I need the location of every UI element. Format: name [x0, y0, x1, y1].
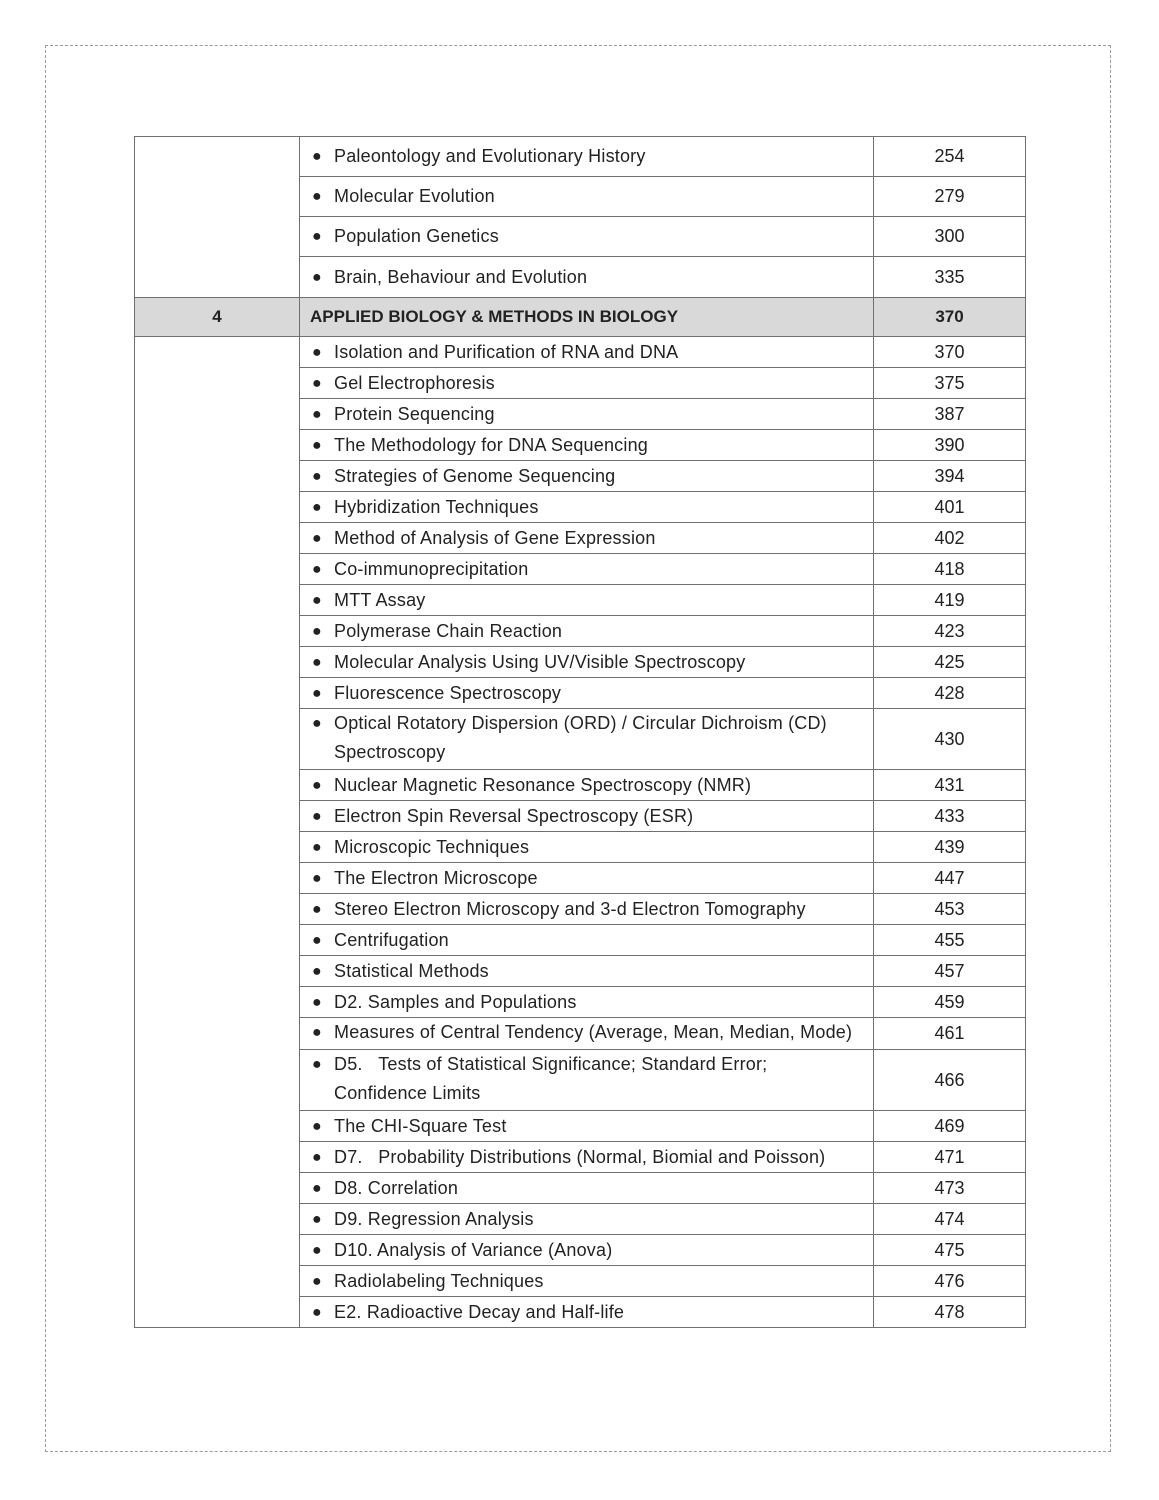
topic-title: Protein Sequencing [334, 403, 495, 424]
page-number: 476 [934, 1270, 965, 1291]
page-number-cell [874, 1266, 1026, 1297]
bullet-icon: ● [312, 1272, 322, 1290]
topic-cell [300, 616, 874, 647]
page-number-cell [874, 678, 1026, 709]
page-number-cell [874, 523, 1026, 554]
topic-title: Centrifugation [334, 929, 449, 950]
topic-cell [300, 987, 874, 1018]
topic-title: D10. Analysis of Variance (Anova) [334, 1239, 613, 1260]
bullet-icon: ● [312, 343, 322, 361]
page-number-cell [874, 554, 1026, 585]
bullet-icon: ● [312, 560, 322, 578]
page-number-cell [874, 801, 1026, 832]
page-number-cell [874, 925, 1026, 956]
topic-title: Optical Rotatory Dispersion (ORD) / Circular Dichroism (CD) Spectroscopy [334, 713, 827, 762]
page-number-cell [874, 337, 1026, 368]
topic-cell [300, 832, 874, 863]
page-number: 425 [934, 651, 965, 672]
topic-cell [300, 585, 874, 616]
bullet-icon: ● [312, 715, 322, 732]
topic-cell [300, 1142, 874, 1173]
section-title: APPLIED BIOLOGY & METHODS IN BIOLOGY [310, 307, 679, 326]
bullet-icon: ● [312, 1117, 322, 1135]
table-row [135, 337, 1026, 368]
section-page: 370 [874, 298, 1026, 337]
section-number: 4 [135, 298, 300, 337]
page-number: 478 [934, 1301, 965, 1322]
page-number-cell [874, 647, 1026, 678]
topic-cell [300, 1111, 874, 1142]
topic-cell [300, 801, 874, 832]
page-number: 423 [934, 620, 965, 641]
bullet-icon: ● [312, 374, 322, 392]
bullet-icon: ● [312, 931, 322, 949]
bullet-icon: ● [312, 653, 322, 671]
topic-title: D9. Regression Analysis [334, 1208, 534, 1229]
page-number: 428 [934, 682, 965, 703]
page-number: 375 [934, 372, 965, 393]
topic-title: Brain, Behaviour and Evolution [334, 266, 588, 287]
page-number-cell [874, 987, 1026, 1018]
topic-cell [300, 709, 874, 770]
contents-table [134, 136, 1026, 1328]
topic-title: Co-immunoprecipitation [334, 558, 529, 579]
bullet-icon: ● [312, 188, 322, 205]
topic-cell [300, 368, 874, 399]
page-number-cell [874, 1173, 1026, 1204]
page-number-cell [874, 1050, 1026, 1111]
topic-cell [300, 461, 874, 492]
page-number-cell [874, 1142, 1026, 1173]
page-number-cell [874, 832, 1026, 863]
page-number: 430 [934, 728, 965, 749]
topic-title: MTT Assay [334, 589, 426, 610]
topic-cell [300, 1050, 874, 1111]
topic-cell [300, 1204, 874, 1235]
topic-title: Statistical Methods [334, 960, 489, 981]
page-number-cell [874, 177, 1026, 217]
topic-title: D8. Correlation [334, 1177, 459, 1198]
topic-cell [300, 137, 874, 177]
page-number-cell [874, 894, 1026, 925]
page-number: 457 [934, 960, 965, 981]
bullet-icon: ● [312, 807, 322, 825]
page-number: 254 [934, 146, 965, 166]
bullet-icon: ● [312, 1179, 322, 1197]
topic-title: Isolation and Purification of RNA and DNA [334, 341, 679, 362]
page-number: 390 [934, 434, 965, 455]
bullet-icon: ● [312, 1024, 322, 1041]
topic-cell [300, 1173, 874, 1204]
topic-title: D2. Samples and Populations [334, 991, 577, 1012]
topic-title: Strategies of Genome Sequencing [334, 465, 616, 486]
page-number: 402 [934, 527, 965, 548]
bullet-icon: ● [312, 684, 322, 702]
topic-title: The CHI-Square Test [334, 1115, 507, 1136]
page-number: 431 [934, 774, 965, 795]
page-number: 370 [934, 341, 965, 362]
bullet-icon: ● [312, 1148, 322, 1166]
page-number: 455 [934, 929, 965, 950]
page-number: 433 [934, 805, 965, 826]
topic-cell [300, 177, 874, 217]
chapter-number-cell [135, 137, 300, 298]
page-number-cell [874, 863, 1026, 894]
page-number-cell [874, 137, 1026, 177]
page-number: 387 [934, 403, 965, 424]
topic-title: Stereo Electron Microscopy and 3-d Electron Tomography [334, 898, 806, 919]
topic-cell [300, 647, 874, 678]
topic-cell [300, 1235, 874, 1266]
topic-title: Polymerase Chain Reaction [334, 620, 563, 641]
page-number-cell [874, 492, 1026, 523]
bullet-icon: ● [312, 869, 322, 887]
page-number-cell [874, 709, 1026, 770]
topic-cell [300, 399, 874, 430]
topic-title: Electron Spin Reversal Spectroscopy (ESR) [334, 805, 694, 826]
topic-title: Gel Electrophoresis [334, 372, 495, 393]
bullet-icon: ● [312, 1241, 322, 1259]
page-number: 469 [934, 1115, 965, 1136]
topic-cell [300, 217, 874, 257]
bullet-icon: ● [312, 591, 322, 609]
bullet-icon: ● [312, 436, 322, 454]
page-number: 461 [934, 1023, 965, 1043]
topic-cell [300, 554, 874, 585]
topic-cell [300, 1297, 874, 1328]
page-number-cell [874, 368, 1026, 399]
page-number: 419 [934, 589, 965, 610]
topic-cell [300, 492, 874, 523]
page-number-cell [874, 430, 1026, 461]
page-number: 466 [934, 1069, 965, 1090]
page-number-cell [874, 1111, 1026, 1142]
topic-title: E2. Radioactive Decay and Half-life [334, 1301, 625, 1322]
topic-cell [300, 337, 874, 368]
topic-cell [300, 1018, 874, 1050]
topic-cell [300, 257, 874, 298]
section-header-row [135, 298, 1026, 337]
page-number: 474 [934, 1208, 965, 1229]
topic-title: Hybridization Techniques [334, 496, 539, 517]
page-number: 335 [934, 266, 965, 287]
bullet-icon: ● [312, 838, 322, 856]
page-number-cell [874, 616, 1026, 647]
topic-title: Molecular Analysis Using UV/Visible Spectroscopy [334, 651, 746, 672]
page-number-cell [874, 770, 1026, 801]
topic-cell [300, 770, 874, 801]
bullet-icon: ● [312, 993, 322, 1011]
topic-cell [300, 523, 874, 554]
page-number-cell [874, 461, 1026, 492]
topic-title: Nuclear Magnetic Resonance Spectroscopy (NMR) [334, 774, 752, 795]
topic-title: D5. Tests of Statistical Significance; Standard Error; Confidence Limits [334, 1054, 768, 1103]
page-number: 401 [934, 496, 965, 517]
page-number-cell [874, 1018, 1026, 1050]
bullet-icon: ● [312, 228, 322, 245]
topic-cell [300, 430, 874, 461]
topic-cell [300, 925, 874, 956]
page-number: 473 [934, 1177, 965, 1198]
chapter-number-cell [135, 337, 300, 1328]
bullet-icon: ● [312, 900, 322, 918]
page-number: 447 [934, 867, 965, 888]
bullet-icon: ● [312, 622, 322, 640]
topic-title: D7. Probability Distributions (Normal, Biomial and Poisson) [334, 1146, 826, 1167]
topic-cell [300, 1266, 874, 1297]
page-number-cell [874, 956, 1026, 987]
bullet-icon: ● [312, 498, 322, 516]
topic-title: The Electron Microscope [334, 867, 538, 888]
page-number: 459 [934, 991, 965, 1012]
page-number: 475 [934, 1239, 965, 1260]
table-row [135, 137, 1026, 177]
page-number: 471 [934, 1146, 965, 1167]
page-number-cell [874, 1204, 1026, 1235]
topic-title: Method of Analysis of Gene Expression [334, 527, 656, 548]
page-number-cell [874, 257, 1026, 298]
page-number: 453 [934, 898, 965, 919]
topic-cell [300, 863, 874, 894]
topic-title: Molecular Evolution [334, 186, 495, 206]
topic-cell [300, 894, 874, 925]
bullet-icon: ● [312, 467, 322, 485]
topic-title: Paleontology and Evolutionary History [334, 146, 646, 166]
topic-title: Fluorescence Spectroscopy [334, 682, 562, 703]
page-number-cell [874, 585, 1026, 616]
bullet-icon: ● [312, 1056, 322, 1073]
page-number-cell [874, 217, 1026, 257]
bullet-icon: ● [312, 148, 322, 165]
bullet-icon: ● [312, 268, 322, 286]
topic-title: Measures of Central Tendency (Average, Mean, Median, Mode) [334, 1022, 853, 1042]
bullet-icon: ● [312, 776, 322, 794]
page-number: 394 [934, 465, 965, 486]
bullet-icon: ● [312, 405, 322, 423]
bullet-icon: ● [312, 1303, 322, 1321]
topic-title: Population Genetics [334, 226, 499, 246]
page-number: 439 [934, 836, 965, 857]
topic-title: Radiolabeling Techniques [334, 1270, 544, 1291]
page-number: 279 [934, 186, 965, 206]
page-number-cell [874, 1297, 1026, 1328]
topic-cell [300, 956, 874, 987]
topic-title: The Methodology for DNA Sequencing [334, 434, 648, 455]
page-number-cell [874, 399, 1026, 430]
topic-cell [300, 678, 874, 709]
bullet-icon: ● [312, 962, 322, 980]
topic-title: Microscopic Techniques [334, 836, 530, 857]
section-title-cell [300, 298, 874, 337]
page-number: 300 [934, 226, 965, 246]
bullet-icon: ● [312, 1210, 322, 1228]
page-number: 418 [934, 558, 965, 579]
page-number-cell [874, 1235, 1026, 1266]
bullet-icon: ● [312, 529, 322, 547]
